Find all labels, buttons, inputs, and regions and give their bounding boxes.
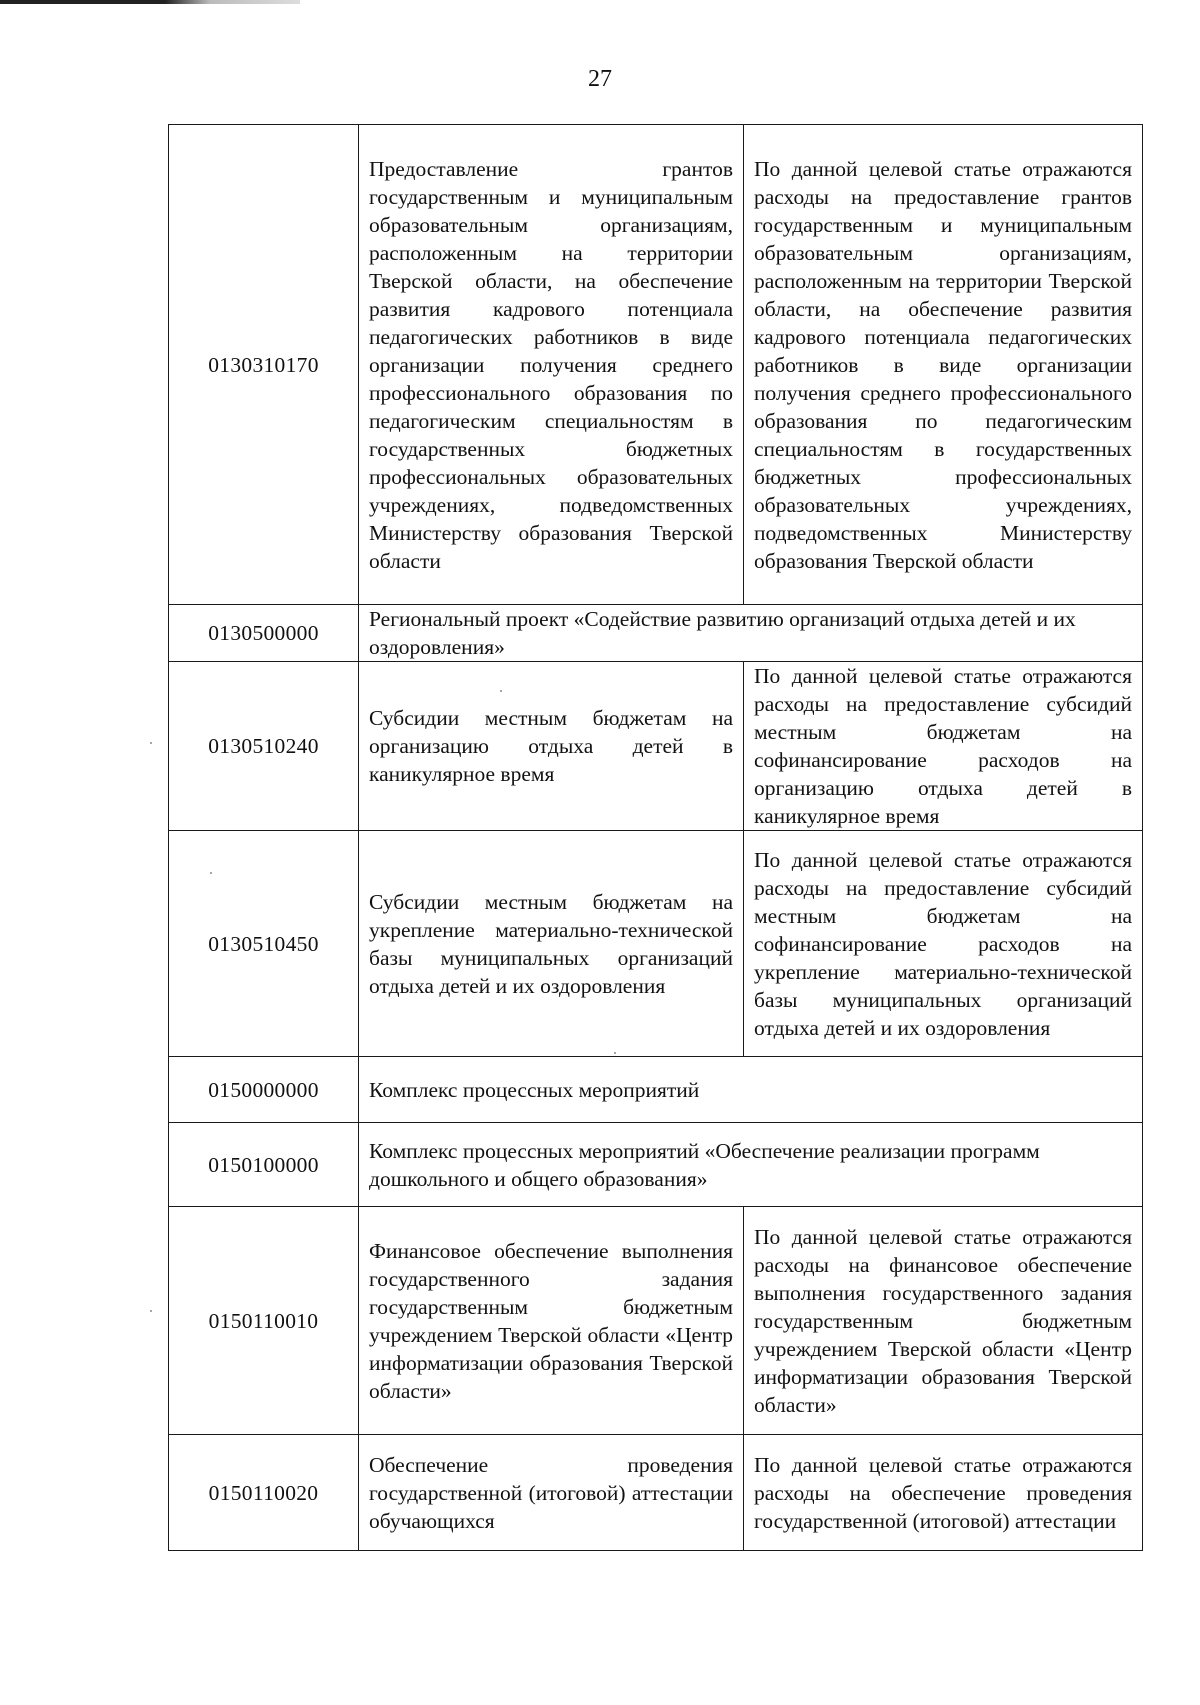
table-row — [169, 1123, 1143, 1207]
article-name: Региональный проект «Содействие развитию организаций отдыха детей и их оздоровления» — [359, 605, 1143, 662]
article-description: По данной целевой статье отражаются расходы на предоставление субсидий местным бюджетам на софинансирование расходов на организацию отдыха детей в каникулярное время — [744, 662, 1143, 831]
article-code: 0150110010 — [169, 1207, 359, 1435]
table-row — [169, 125, 1143, 605]
table-row — [169, 605, 1143, 662]
article-name: Обеспечение проведения государственной (итоговой) аттестации обучающихся — [359, 1435, 744, 1551]
scan-speck — [150, 742, 152, 744]
table-row — [169, 1207, 1143, 1435]
article-description: По данной целевой статье отражаются расходы на финансовое обеспечение выполнения государственного задания государственным бюджетным учреждением Тверской области «Центр информатизации образования Тверской области» — [744, 1207, 1143, 1435]
article-code: 0130500000 — [169, 605, 359, 662]
article-description: По данной целевой статье отражаются расходы на предоставление субсидий местным бюджетам на софинансирование расходов на укрепление материально-технической базы муниципальных организаций отдыха детей и их оздоровления — [744, 831, 1143, 1057]
scan-edge-mark — [0, 0, 300, 4]
article-description: По данной целевой статье отражаются расходы на предоставление грантов государственным и муниципальным образовательным организациям, расположенным на территории Тверской области, на обеспечение развития кадрового потенциала педагогических работников в виде организации получения среднего профессионального образования по педагогическим специальностям в государственных бюджетных профессиональных образовательных учреждениях, подведомственных Министерству образования Тверской области — [744, 125, 1143, 605]
article-name: Субсидии местным бюджетам на укрепление материально-технической базы муниципальных организаций отдыха детей и их оздоровления — [359, 831, 744, 1057]
article-name: Комплекс процессных мероприятий «Обеспечение реализации программ дошкольного и общего образования» — [359, 1123, 1143, 1207]
article-name: Комплекс процессных мероприятий — [359, 1057, 1143, 1123]
table-row — [169, 831, 1143, 1057]
table-row — [169, 662, 1143, 831]
scan-speck — [150, 1310, 152, 1312]
article-code: 0150000000 — [169, 1057, 359, 1123]
article-name: Предоставление грантов государственным и муниципальным образовательным организациям, расположенным на территории Тверской области, на обеспечение развития кадрового потенциала педагогических работников в виде организации получения среднего профессионального образования по педагогическим специальностям в государственных бюджетных профессиональных образовательных учреждениях, подведомственных Министерству образования Тверской области — [359, 125, 744, 605]
target-articles-table — [168, 124, 1143, 1551]
article-code: 0130510240 — [169, 662, 359, 831]
article-description: По данной целевой статье отражаются расходы на обеспечение проведения государственной (итоговой) аттестации — [744, 1435, 1143, 1551]
article-code: 0130310170 — [169, 125, 359, 605]
table-row — [169, 1057, 1143, 1123]
table-row — [169, 1435, 1143, 1551]
article-code: 0150100000 — [169, 1123, 359, 1207]
article-code: 0150110020 — [169, 1435, 359, 1551]
page-number: 27 — [588, 66, 612, 92]
article-code: 0130510450 — [169, 831, 359, 1057]
article-name: Субсидии местным бюджетам на организацию отдыха детей в каникулярное время — [359, 662, 744, 831]
article-name: Финансовое обеспечение выполнения государственного задания государственным бюджетным учреждением Тверской области «Центр информатизации образования Тверской области» — [359, 1207, 744, 1435]
